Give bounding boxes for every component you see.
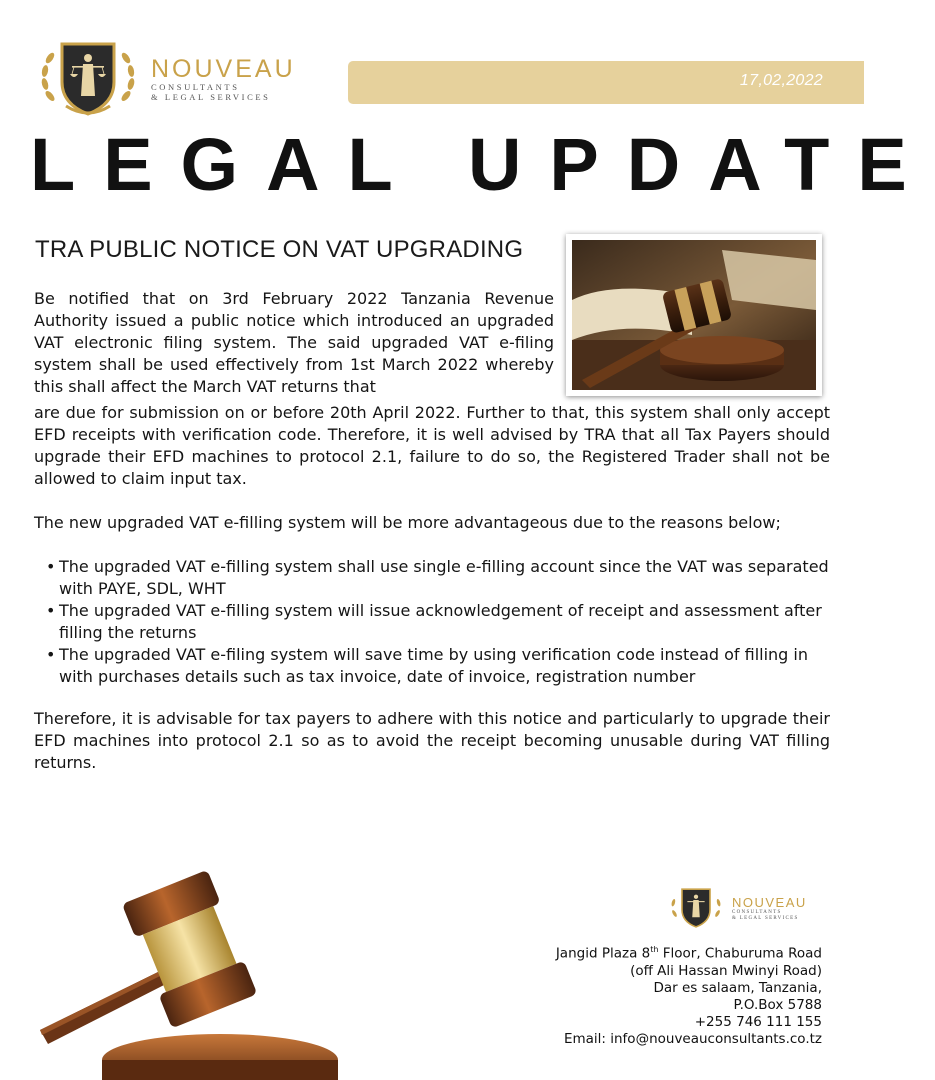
list-item	[46, 644, 836, 688]
brand-subtitle-small-line1: CONSULTANTS	[732, 910, 782, 915]
po-box: P.O.Box 5788	[733, 996, 822, 1013]
article-heading: TRA PUBLIC NOTICE ON VAT UPGRADING	[35, 236, 524, 263]
page-title: LEGAL UPDATE	[30, 123, 935, 206]
gavel-photo-image	[572, 240, 816, 390]
address-line-2: (off Ali Hassan Mwinyi Road)	[630, 962, 822, 979]
bullet-icon: •	[46, 645, 56, 664]
email-address: Email: info@nouveauconsultants.co.tz	[563, 1030, 822, 1047]
publication-date: 17,02,2022	[739, 72, 823, 89]
address-line-3: Dar es salaam, Tanzania,	[653, 979, 822, 996]
bullet-icon: •	[46, 601, 56, 620]
paragraph-intro-continued: are due for submission on or before 20th April 2022. Further to that, this system shall only accept EFD receipts with verification code. Therefore, it is well advised by TRA that all Tax Payers should upgrade their EFD machines to protocol 2.1, failure to do so, the Registered Trader shall not be allowed to claim input tax.	[34, 403, 830, 488]
list-item-text: The upgraded VAT e-filing system will save time by using verification code instead of filling in with purchases details such as tax invoice, date of invoice, registration number	[59, 645, 808, 686]
brand-block-small	[732, 896, 807, 922]
list-item	[46, 556, 836, 600]
brand-block	[151, 56, 296, 102]
paragraph-reasons: The new upgraded VAT e-filling system will be more advantageous due to the reasons below;	[34, 513, 781, 532]
gavel-illustration	[40, 880, 340, 1080]
paragraph-conclusion: Therefore, it is advisable for tax payers to adhere with this notice and particularly to upgrade their EFD machines into protocol 2.1 so as to avoid the receipt becoming unusable during VAT filling returns.	[34, 709, 830, 772]
paragraph-intro: Be notified that on 3rd February 2022 Tanzania Revenue Authority issued a public notice which introduced an upgraded VAT electronic filing system. The said upgraded VAT e-filing system shall be used effectively from 1st March 2022 whereby this shall affect the March VAT returns that	[34, 289, 554, 396]
contact-address	[556, 941, 822, 1048]
date-bar	[348, 61, 864, 104]
gavel-photo	[566, 234, 822, 396]
bullet-icon: •	[46, 557, 56, 576]
brand-subtitle-small-line2: & LEGAL SERVICES	[732, 916, 799, 921]
address-line-1: Jangid Plaza 8th Floor, Chaburuma Road	[555, 945, 822, 962]
phone-number: +255 746 111 155	[694, 1013, 822, 1030]
list-item-text: The upgraded VAT e-filling system shall use single e-filling account since the VAT was separated with PAYE, SDL, WHT	[59, 557, 829, 598]
brand-subtitle-line2: & LEGAL SERVICES	[151, 92, 271, 102]
nouveau-logo-icon	[36, 34, 140, 120]
brand-subtitle-line1: CONSULTANTS	[151, 82, 240, 92]
brand-name-small: NOUVEAU	[732, 895, 807, 910]
list-item	[46, 600, 836, 644]
reasons-list	[46, 556, 836, 688]
nouveau-logo-small-icon	[668, 882, 724, 932]
brand-name: NOUVEAU	[151, 55, 296, 83]
list-item-text: The upgraded VAT e-filling system will issue acknowledgement of receipt and assessment after filling the returns	[59, 601, 822, 642]
